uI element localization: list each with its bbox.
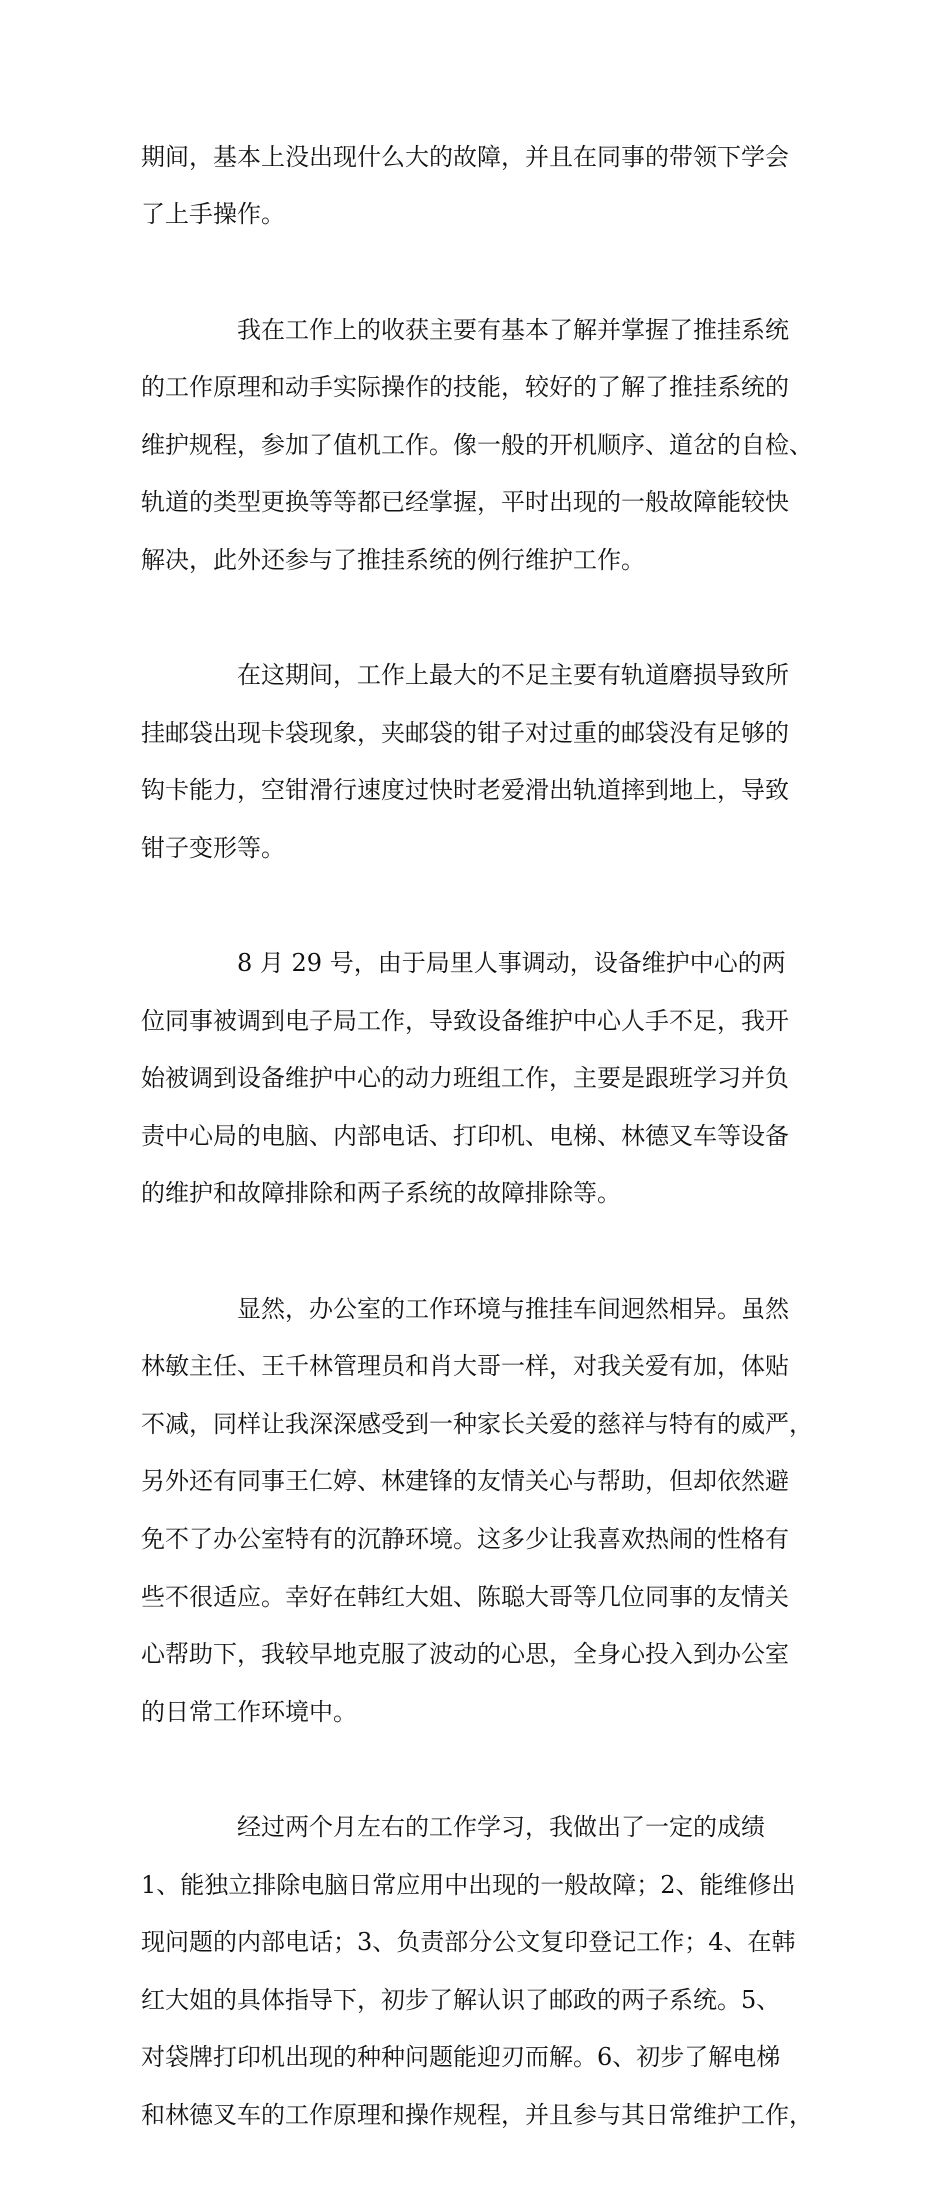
text-line: 责中心局的电脑、内部电话、打印机、电梯、林德叉车等设备: [141, 1121, 789, 1150]
text-line: 解决，此外还参与了推挂系统的例行维护工作。: [141, 545, 645, 574]
text-line: 钳子变形等。: [141, 833, 285, 862]
text-line: 轨道的类型更换等等都已经掌握，平时出现的一般故障能较快: [141, 488, 789, 517]
text-line: 另外还有同事王仁婷、林建锋的友情关心与帮助，但却依然避: [141, 1467, 789, 1496]
paragraph-4: [141, 920, 841, 1237]
text-line: 红大姐的具体指导下，初步了解认识了邮政的两子系统。5、: [141, 1985, 781, 2014]
paragraph-6: [141, 1784, 841, 2158]
paragraph-1: [141, 114, 841, 258]
text-line: 免不了办公室特有的沉静环境。这多少让我喜欢热闹的性格有: [141, 1525, 789, 1554]
text-line: 的工作原理和动手实际操作的技能，较好的了解了推挂系统的: [141, 373, 789, 402]
text-line: 在这期间，工作上最大的不足主要有轨道磨损导致所: [237, 661, 789, 690]
text-line: 不减，同样让我深深感受到一种家长关爱的慈祥与特有的威严，: [141, 1409, 813, 1438]
text-line: 我在工作上的收获主要有基本了解并掌握了推挂系统: [237, 315, 789, 344]
paragraph-3: [141, 632, 841, 891]
text-line: 对袋牌打印机出现的种种问题能迎刃而解。6、初步了解电梯: [141, 2043, 781, 2072]
text-line: 维护规程，参加了值机工作。像一般的开机顺序、道岔的自检、: [141, 430, 813, 459]
text-line: 的维护和故障排除和两子系统的故障排除等。: [141, 1179, 621, 1208]
text-line: 经过两个月左右的工作学习，我做出了一定的成绩: [237, 1813, 765, 1842]
text-line: 些不很适应。幸好在韩红大姐、陈聪大哥等几位同事的友情关: [141, 1582, 789, 1611]
text-line: 始被调到设备维护中心的动力班组工作，主要是跟班学习并负: [141, 1064, 789, 1093]
text-line: 钩卡能力，空钳滑行速度过快时老爱滑出轨道摔到地上，导致: [141, 776, 789, 805]
text-line: 林敏主任、王千林管理员和肖大哥一样，对我关爱有加，体贴: [141, 1352, 789, 1381]
text-line: 1、能独立排除电脑日常应用中出现的一般故障；2、能维修出: [141, 1870, 796, 1899]
text-line: 和林德叉车的工作原理和操作规程，并且参与其日常维护工作，: [141, 2100, 813, 2129]
text-line: 显然，办公室的工作环境与推挂车间迥然相异。虽然: [237, 1294, 789, 1323]
paragraph-2: [141, 287, 841, 604]
text-line: 8 月 29 号，由于局里人事调动，设备维护中心的两: [237, 949, 786, 978]
document-body: [141, 114, 841, 2187]
text-line: 心帮助下，我较早地克服了波动的心思，全身心投入到办公室: [141, 1640, 789, 1669]
text-line: 了上手操作。: [141, 200, 285, 229]
text-line: 现问题的内部电话；3、负责部分公文复印登记工作；4、在韩: [141, 1928, 796, 1957]
text-line: 期间，基本上没出现什么大的故障，并且在同事的带领下学会: [141, 142, 789, 171]
paragraph-5: [141, 1266, 841, 1756]
text-line: 位同事被调到电子局工作，导致设备维护中心人手不足，我开: [141, 1006, 789, 1035]
text-line: 的日常工作环境中。: [141, 1697, 357, 1726]
text-line: 挂邮袋出现卡袋现象，夹邮袋的钳子对过重的邮袋没有足够的: [141, 718, 789, 747]
